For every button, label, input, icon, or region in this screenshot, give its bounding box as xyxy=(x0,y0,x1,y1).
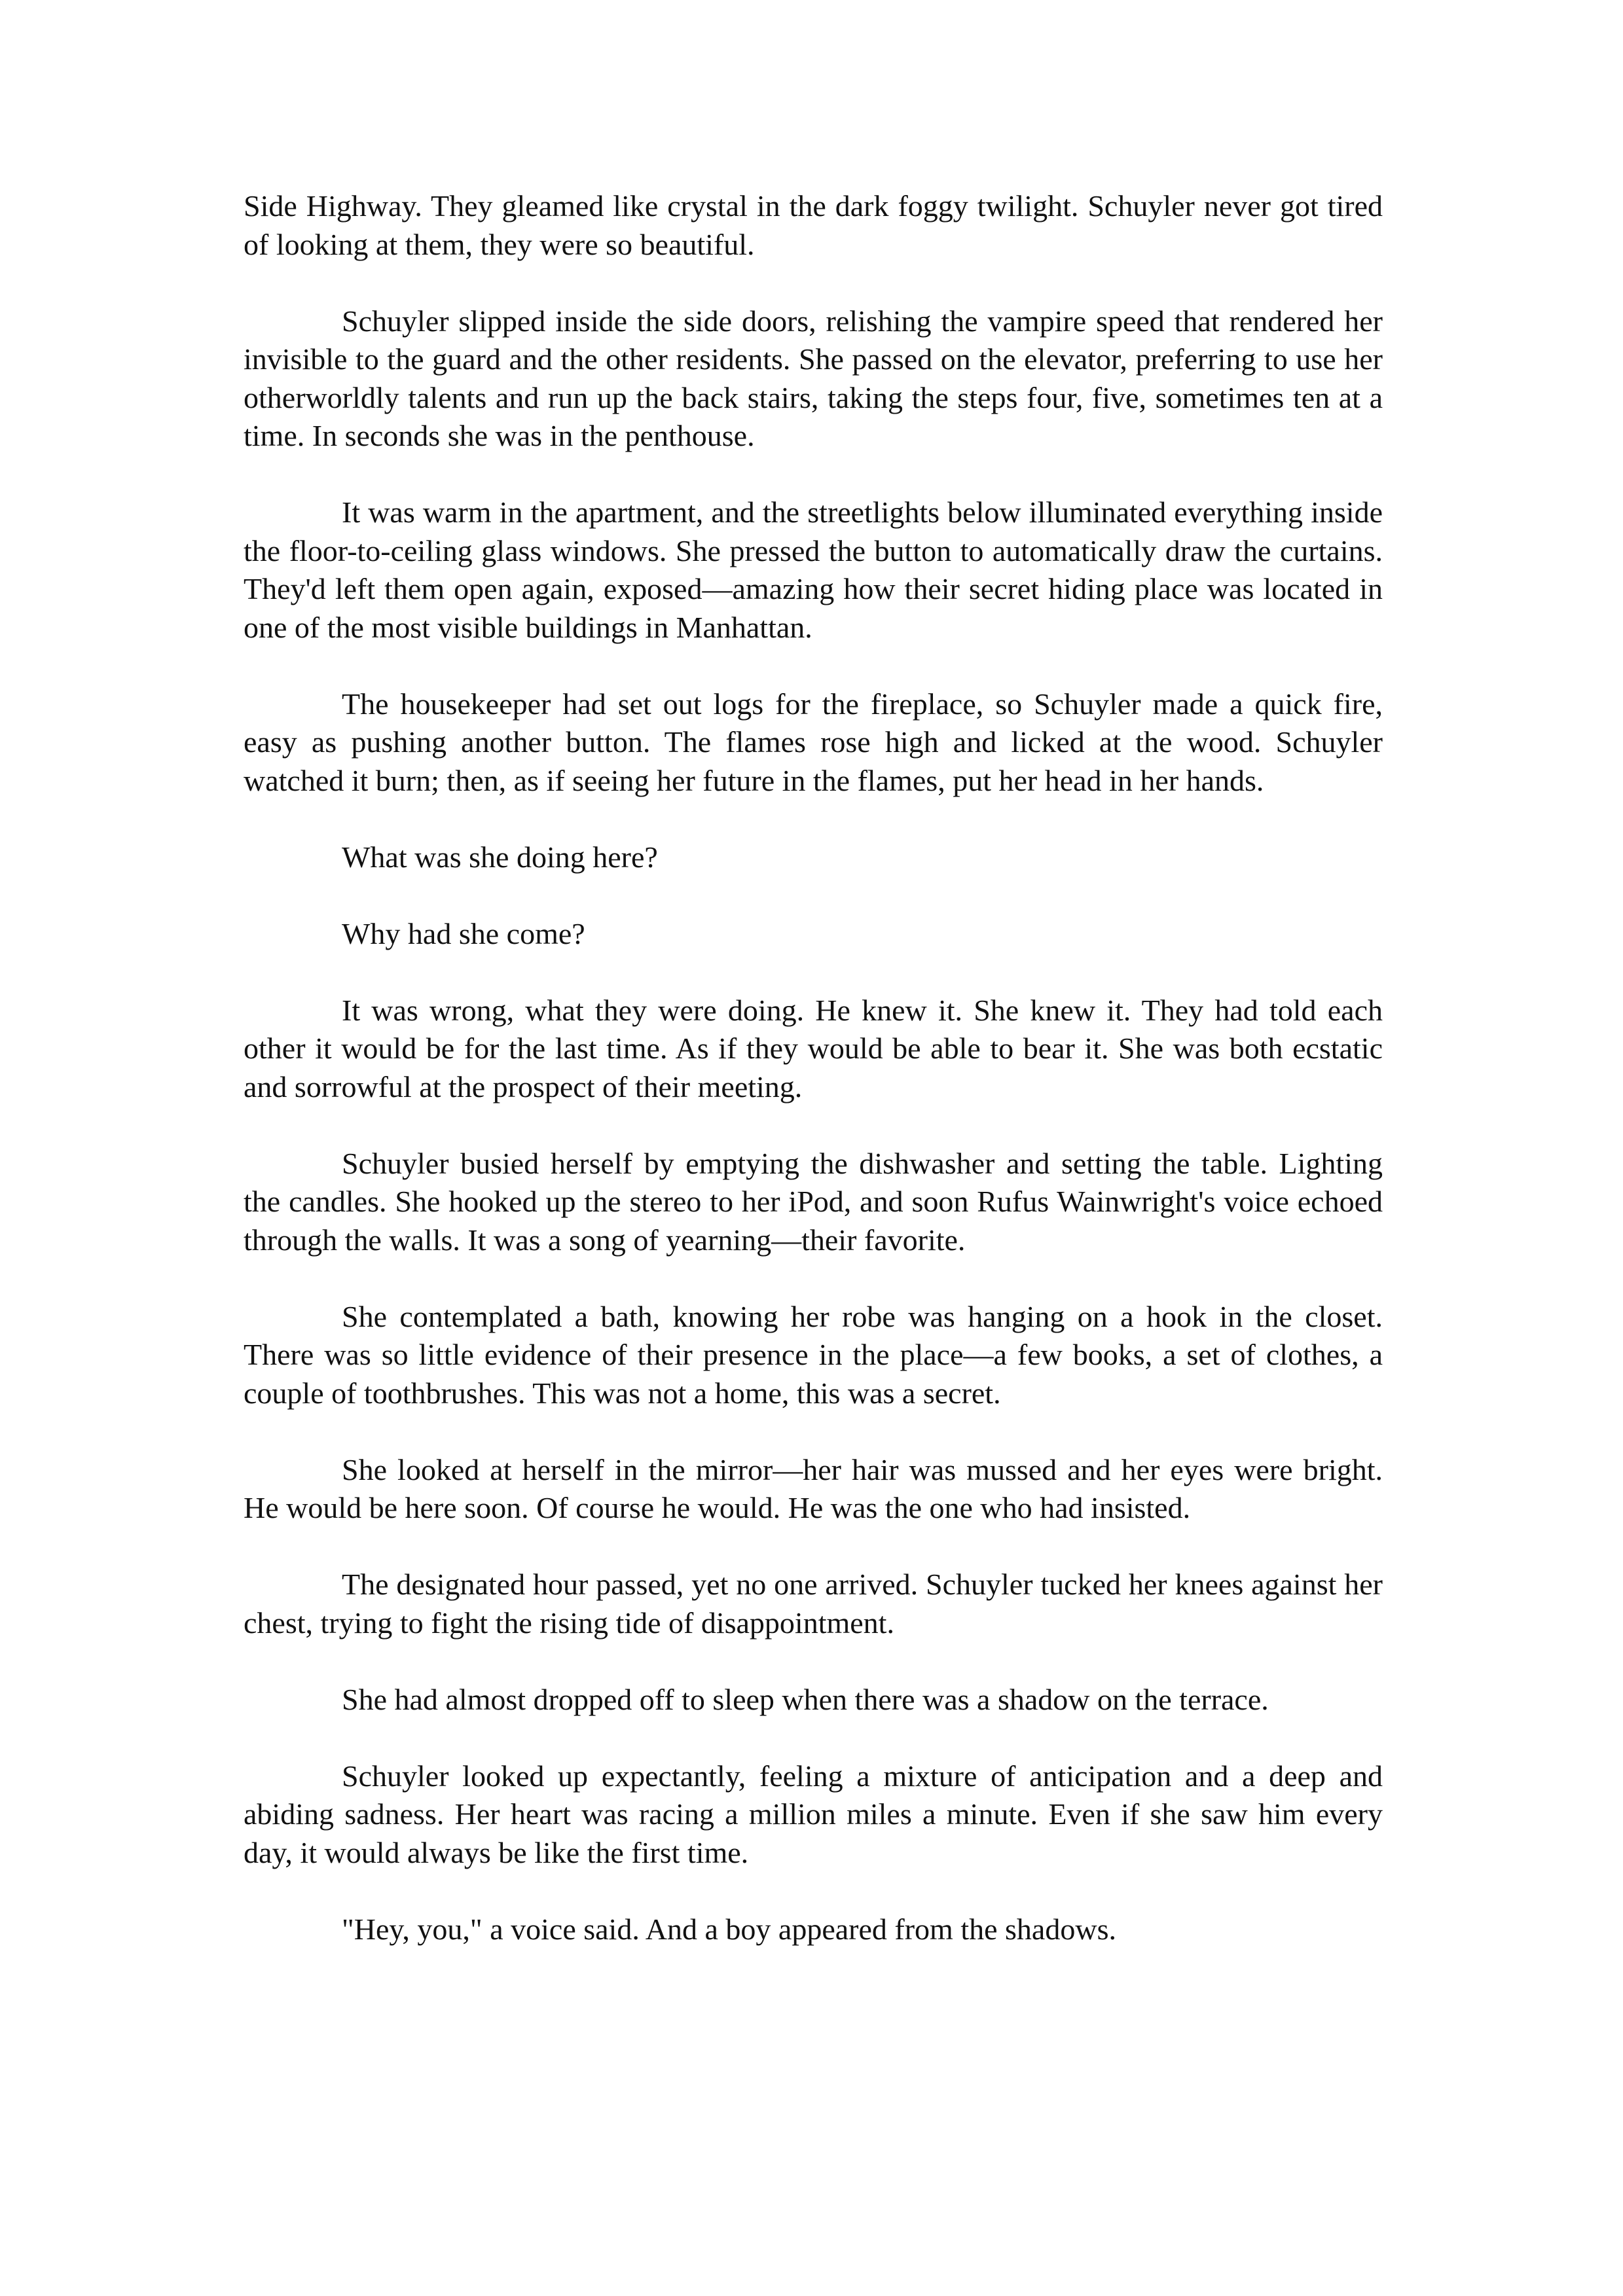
paragraph-14: "Hey, you," a voice said. And a boy appeared from the shadows. xyxy=(342,1912,1116,1946)
paragraph-4: The housekeeper had set out logs for the fireplace, so Schuyler made a quick fire, easy as pushing another button. The flames rose high and licked at the wood. Schuyler watched it burn; then, as if seeing her future in the flames, put her head in her hands. xyxy=(244,687,1383,797)
document-page xyxy=(244,187,1383,1948)
paragraph-2: Schuyler slipped inside the side doors, relishing the vampire speed that rendered her invisible to the guard and the other residents. She passed on the elevator, preferring to use her otherworldly talents and run up the back stairs, taking the steps four, five, sometimes ten at a time. In seconds she was in the penthouse. xyxy=(244,304,1383,452)
paragraph-11: The designated hour passed, yet no one arrived. Schuyler tucked her knees against her chest, trying to fight the rising tide of disappointment. xyxy=(244,1568,1383,1640)
paragraph-10: She looked at herself in the mirror—her hair was mussed and her eyes were bright. He would be here soon. Of course he would. He was the one who had insisted. xyxy=(244,1452,1383,1524)
paragraph-1: Side Highway. They gleamed like crystal in the dark foggy twilight. Schuyler never got tired of looking at them, they were so beautiful. xyxy=(244,189,1383,261)
paragraph-3: It was warm in the apartment, and the streetlights below illuminated everything inside the floor-to-ceiling glass windows. She pressed the button to automatically draw the curtains. They'd left them open again, exposed—amazing how their secret hiding place was located in one of the most visible buildings in Manhattan. xyxy=(244,495,1383,644)
paragraph-7: It was wrong, what they were doing. He knew it. She knew it. They had told each other it would be for the last time. As if they would be able to bear it. She was both ecstatic and sorrowful at the prospect of their meeting. xyxy=(244,993,1383,1103)
paragraph-8: Schuyler busied herself by emptying the dishwasher and setting the table. Lighting the candles. She hooked up the stereo to her iPod, and soon Rufus Wainwright's voice echoed through the walls. It was a song of yearning—their favorite. xyxy=(244,1146,1383,1257)
paragraph-12: She had almost dropped off to sleep when there was a shadow on the terrace. xyxy=(342,1682,1269,1716)
paragraph-13: Schuyler looked up expectantly, feeling a mixture of anticipation and a deep and abiding sadness. Her heart was racing a million miles a minute. Even if she saw him every day, it would always be like the first time. xyxy=(244,1759,1383,1869)
paragraph-5: What was she doing here? xyxy=(342,840,658,874)
paragraph-6: Why had she come? xyxy=(342,916,585,950)
paragraph-9: She contemplated a bath, knowing her robe was hanging on a hook in the closet. There was so little evidence of their presence in the place—a few books, a set of clothes, a couple of toothbrushes. This was not a home, this was a secret. xyxy=(244,1299,1383,1410)
